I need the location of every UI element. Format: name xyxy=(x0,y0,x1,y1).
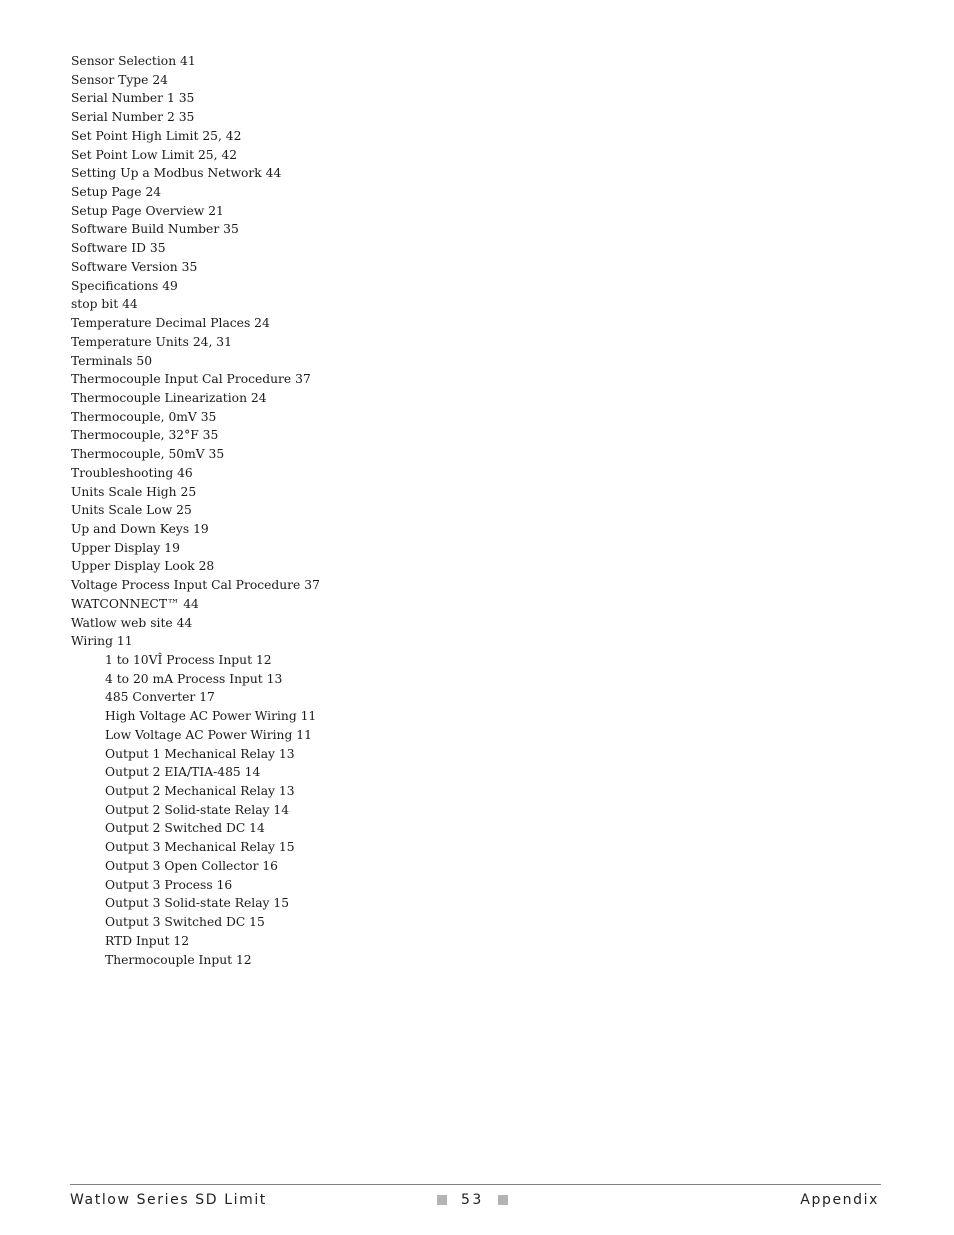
footer-document-title: Watlow Series SD Limit xyxy=(70,1192,267,1208)
index-subentry: Output 3 Switched DC 15 xyxy=(105,915,265,930)
index-entry: Temperature Units 24, 31 xyxy=(71,334,232,349)
index-subentry: 4 to 20 mA Process Input 13 xyxy=(105,671,283,686)
index-subentry: Thermocouple Input 12 xyxy=(105,952,252,967)
index-entry: Troubleshooting 46 xyxy=(71,465,193,480)
index-subentry: Output 3 Open Collector 16 xyxy=(105,858,278,873)
index-entry: WATCONNECT™ 44 xyxy=(71,596,199,611)
index-subentry: Output 2 Mechanical Relay 13 xyxy=(105,784,295,799)
index-entry: Wiring 11 xyxy=(71,634,133,649)
page-footer xyxy=(70,1192,881,1214)
index-subentry: RTD Input 12 xyxy=(105,933,190,948)
index-subentry: Output 3 Solid-state Relay 15 xyxy=(105,896,290,911)
index-entry: Units Scale High 25 xyxy=(71,484,197,499)
index-entry: Specifications 49 xyxy=(71,278,178,293)
index-entry: Upper Display 19 xyxy=(71,540,180,555)
index-entry: Serial Number 1 35 xyxy=(71,91,195,106)
index-subentry: Output 2 Solid-state Relay 14 xyxy=(105,802,290,817)
index-entry: Sensor Selection 41 xyxy=(71,54,196,68)
index-entry: Thermocouple, 50mV 35 xyxy=(71,447,225,462)
index-entry: Set Point Low Limit 25, 42 xyxy=(71,147,238,162)
index-entry: Setup Page 24 xyxy=(71,185,162,200)
index-subentry: Output 3 Process 16 xyxy=(105,877,233,892)
index-subentry: 485 Converter 17 xyxy=(105,690,215,705)
index-entry: Software Version 35 xyxy=(71,259,198,274)
index-entry: Voltage Process Input Cal Procedure 37 xyxy=(71,578,320,593)
index-entry: stop bit 44 xyxy=(71,297,138,312)
footer-page-marker xyxy=(437,1192,508,1208)
index-entry: Upper Display Look 28 xyxy=(71,559,215,574)
index-entry: Setting Up a Modbus Network 44 xyxy=(71,166,282,181)
index-entry: Up and Down Keys 19 xyxy=(71,521,209,536)
index-list xyxy=(71,52,320,969)
square-bullet-icon xyxy=(437,1195,447,1205)
index-entry: Thermocouple Linearization 24 xyxy=(71,390,267,405)
index-entry: Thermocouple, 0mV 35 xyxy=(71,409,217,424)
index-subentry: Output 3 Mechanical Relay 15 xyxy=(105,840,295,855)
index-entry: Terminals 50 xyxy=(71,353,153,368)
index-entry: Setup Page Overview 21 xyxy=(71,203,224,218)
index-entry: Software Build Number 35 xyxy=(71,222,239,237)
index-subentry: High Voltage AC Power Wiring 11 xyxy=(105,709,317,724)
index-subentry: Output 2 Switched DC 14 xyxy=(105,821,265,836)
footer-divider xyxy=(70,1184,881,1185)
index-entry: Temperature Decimal Places 24 xyxy=(71,316,270,331)
square-bullet-icon xyxy=(498,1195,508,1205)
index-subentry: 1 to 10VÎ Process Input 12 xyxy=(105,653,272,667)
index-entry: Serial Number 2 35 xyxy=(71,110,195,125)
index-entry: Units Scale Low 25 xyxy=(71,503,192,518)
index-entry: Thermocouple Input Cal Procedure 37 xyxy=(71,372,311,387)
page-number: 53 xyxy=(461,1192,484,1208)
index-subentry: Output 1 Mechanical Relay 13 xyxy=(105,746,295,761)
index-subentry: Output 2 EIA/TIA-485 14 xyxy=(105,765,261,780)
index-entry: Sensor Type 24 xyxy=(71,72,168,87)
index-subentry: Low Voltage AC Power Wiring 11 xyxy=(105,727,312,742)
index-entry: Set Point High Limit 25, 42 xyxy=(71,128,242,143)
index-entry: Software ID 35 xyxy=(71,241,166,256)
index-entry: Thermocouple, 32°F 35 xyxy=(71,428,219,443)
index-entry: Watlow web site 44 xyxy=(71,615,193,630)
footer-section-name: Appendix xyxy=(800,1192,879,1208)
